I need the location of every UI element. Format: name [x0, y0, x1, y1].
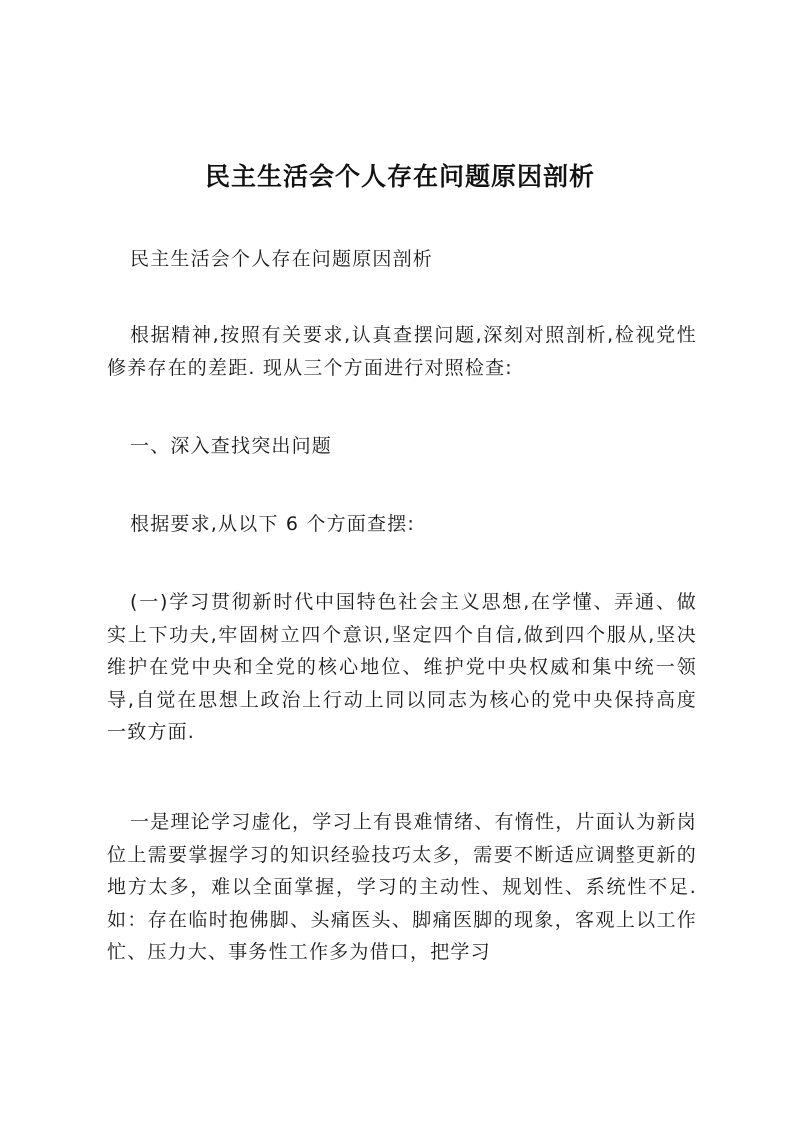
paragraph-subtitle: 民主生活会个人存在问题原因剖析: [130, 248, 434, 270]
document-title: 民主生活会个人存在问题原因剖析: [204, 162, 595, 191]
section-heading: 一、深入查找突出问题: [130, 435, 333, 457]
paragraph-requirements: 根据要求,从以下 6 个方面查摆:: [130, 513, 416, 535]
paragraph-intro: 根据精神,按照有关要求,认真查摆问题,深刻对照剖析,检视党性修养存在的差距. 现从三个方面进行对照检查:: [107, 324, 697, 379]
paragraph-theory-study: 一是理论学习虚化，学习上有畏难情绪、有惰性，片面认为新岗位上需要掌握学习的知识经验技巧太多，需要不断适应调整更新的地方太多，难以全面掌握，学习的主动性、规划性、系统性不足. 如：存在临时抱佛脚、头痛医头、脚痛医脚的现象，客观上以工作忙、压力大、事务性工作多为借口，把学习: [107, 811, 697, 963]
paragraph-item-one: (一)学习贯彻新时代中国特色社会主义思想,在学懂、弄通、做实上下功夫,牢固树立四个意识,坚定四个自信,做到四个服从,坚决维护在党中央和全党的核心地位、维护党中央权威和集中统一领导,自觉在思想上政治上行动上同以同志为核心的党中央保持高度一致方面.: [107, 591, 697, 743]
